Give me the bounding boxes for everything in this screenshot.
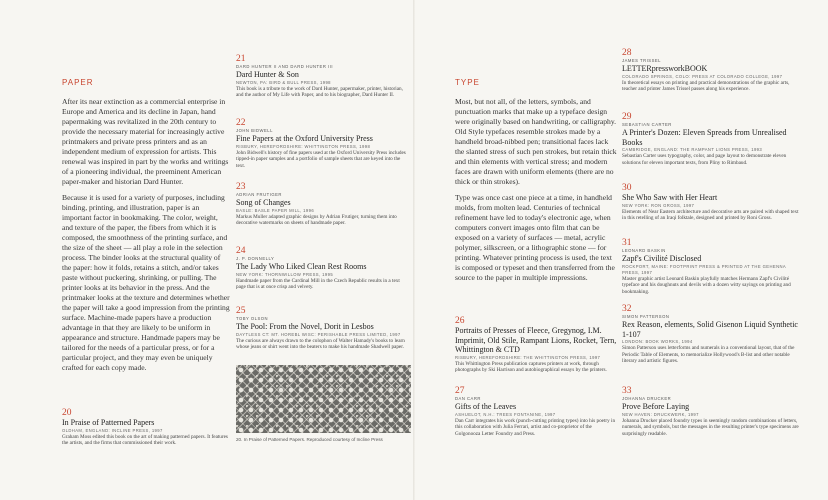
entry-description: John Bidwell's history of fine papers used at the Oxford University Press includes tipped-in paper samples and a portfolio of sample sheets that are keyed into the text. bbox=[236, 149, 406, 169]
entry-number: 33 bbox=[622, 386, 632, 396]
entry-author: DARD HUNTER II AND DARD HUNTER III bbox=[236, 64, 334, 69]
entry-number: 29 bbox=[622, 112, 632, 122]
entry-publisher: ROCKPORT, MAINE: FOOTPRINT PRESS & PRINTED AT THE GEHENNA PRESS, 1997 bbox=[622, 263, 786, 275]
paragraph: Most, but not all, of the letters, symbols, and punctuation marks that make up a typeface design were originally based on handwriting, or calligraphy. Old Style typefaces resemble strokes made by a handheld broad-nibbed pen; transitional faces lack the slanted stress of such pen strokes, but retain thick and thin elements with vertical stress; and modern faces are drawn with uniform elements (there are no thick or thin strokes). bbox=[455, 97, 617, 186]
entry-number: 32 bbox=[622, 304, 632, 314]
entry-title: Song of Changes bbox=[236, 198, 291, 207]
entry-publisher: BASLE: BASLE PAPER MILL, 1996 bbox=[236, 207, 315, 213]
entry-title: The Pool: From the Novel, Dorit in Lesbos bbox=[236, 322, 374, 331]
entry-number: 27 bbox=[455, 386, 465, 396]
entry-author: DAN CARR bbox=[455, 396, 481, 401]
entry-author: J. P. DONNELLY bbox=[236, 256, 275, 261]
image-caption: 20. In Praise of Patterned Papers. Reproduced courtesy of Incline Press bbox=[236, 437, 411, 443]
entry-description: This Whittington Press publication captures printers at work, through photographs by Ski Harrison and autobiographical essays by the printers. bbox=[455, 360, 607, 374]
entry-publisher: NEW HAVEN: DRUCKWERK, 1997 bbox=[622, 411, 699, 417]
entry-description: Handmade paper from the Cardinal Mill in the Czech Republic results in a text page that is at once crisp and velvety. bbox=[236, 277, 400, 291]
entry-number: 26 bbox=[455, 316, 465, 326]
entry-author: ADRIAN FRUTIGER bbox=[236, 192, 282, 197]
entry-description: This book is a tribute to the work of Dard Hunter, papermaker, printer, historian, and the author of My Life with Paper, and to his biographer, Dard Hunter II. bbox=[236, 85, 403, 99]
entry-title: Zapf's Civilité Disclosed bbox=[622, 254, 702, 263]
entry-publisher: RISBURY, HEREFORDSHIRE: WHITTINGTON PRESS, 1998 bbox=[236, 143, 371, 149]
section-heading-type: TYPE bbox=[455, 78, 480, 87]
catalog-entry-23 bbox=[236, 182, 408, 227]
catalog-entry-25 bbox=[236, 306, 408, 351]
entry-author: TOBY OLSON bbox=[236, 316, 269, 321]
catalog-entry-26 bbox=[455, 316, 617, 374]
entry-publisher: RISBURY, HEREFORDSHIRE: THE WHITTINGTON PRESS, 1997 bbox=[455, 354, 601, 360]
catalog-entry-20 bbox=[62, 408, 230, 447]
entry-author: JOHANNA DRUCKER bbox=[622, 396, 672, 401]
entry-number: 23 bbox=[236, 182, 246, 192]
entry-title: Dard Hunter & Son bbox=[236, 70, 299, 79]
entry-publisher: CAMBRIDGE, ENGLAND: THE RAMPANT LIONS PRESS, 1993 bbox=[622, 147, 763, 152]
entry-description: The curious are always drawn to the colophon of Walter Hamady's books to learn whose jeans or shirt went into the beaters to make his handmade Shadwell paper. bbox=[236, 337, 405, 351]
entry-author: JAMES TRISSEL bbox=[622, 58, 662, 63]
catalog-entry-27 bbox=[455, 386, 617, 437]
entry-publisher: DAYTLESS CT: MT. HOREBL WISC: PERISHABLE PRESS LIMITED, 1997 bbox=[236, 331, 401, 337]
entry-author: JOHN BIDWELL bbox=[236, 128, 273, 133]
catalog-entry-21 bbox=[236, 54, 408, 99]
entry-number: 28 bbox=[622, 48, 632, 58]
entry-title: LETTERpressworkBOOK bbox=[622, 64, 708, 73]
entry-publisher: NEWTON, PA: BIRD & BULL PRESS, 1998 bbox=[236, 79, 331, 85]
entry-number: 22 bbox=[236, 118, 246, 128]
entry-number: 20 bbox=[62, 408, 72, 418]
entry-title: The Lady Who Liked Clean Rest Rooms bbox=[236, 262, 367, 271]
entry-title: A Printer's Dozen: Eleven Spreads from Unrealised Books bbox=[622, 128, 787, 147]
entry-description: Master graphic artist Leonard Baskin playfully matches Hermann Zapf's Civilité typeface and his doughnuts and devils with a dozen witty sayings on printing and bookmaking. bbox=[622, 275, 791, 295]
paragraph: Type was once cast one piece at a time, in handheld molds, from molten lead. Centuries of technical refinement have led to today's electronic age, when computers convert images onto film that can be exposed on a variety of surfaces — metal, acrylic polymer, silkscreen, or a lithographic stone — for printing. Whatever printing process is used, the text is composed or typeset and then transferred from the source to the paper in multiple impressions. bbox=[455, 193, 615, 282]
entry-publisher: ASHUELOT, N.H.: TREES FONTANINE, 1997 bbox=[455, 411, 556, 417]
entry-number: 21 bbox=[236, 54, 246, 64]
catalog-entry-32 bbox=[622, 304, 802, 365]
entry-description: Simon Patterson uses letterforms and numerals in a conventional layout, that of the Periodic Table of Elements, to memorialize Hollywood's B-list and other notable literary and artistic figures. bbox=[622, 345, 795, 365]
entry-number: 30 bbox=[622, 183, 632, 193]
entry-number: 24 bbox=[236, 246, 246, 256]
entry-title: Fine Papers at the Oxford University Press bbox=[236, 134, 373, 143]
catalog-entry-22 bbox=[236, 118, 408, 169]
entry-author: SIMON PATTERSON bbox=[622, 314, 670, 319]
section-heading-paper: PAPER bbox=[62, 78, 94, 87]
entry-author: SEBASTIAN CARTER bbox=[622, 122, 672, 127]
entry-description: Graham Moss edited this book on the art of making patterned papers. It features the artists, and the firms that commissioned their work. bbox=[62, 433, 228, 447]
entry-title: Rex Reason, elements, Solid Gisenon Liquid Synthetic 1-107 bbox=[622, 320, 798, 339]
entry-description: In theoretical essays on printing and practical demonstrations of the graphic arts, teacher and printer James Trissel passes along his experience. bbox=[622, 79, 790, 93]
entry-title: She Who Saw with Her Heart bbox=[622, 193, 718, 202]
page-gutter bbox=[413, 0, 415, 500]
entry-publisher: NEW YORK: THORNWILLOW PRESS, 1995 bbox=[236, 271, 334, 277]
entry-author: LEONARD BASKIN bbox=[622, 248, 666, 253]
entry-description: Dan Carr integrates his work (punch-cutting printing types) into his poetry in this collaboration with Julia Ferrari, artist and co-proprietor of the Golgonooza Letter Foundry and Press. bbox=[455, 417, 616, 437]
catalog-entry-24 bbox=[236, 246, 408, 291]
paragraph: Because it is used for a variety of purposes, including binding, printing, and illustration, paper is an important factor in bookmaking. The color, weight, and texture of the paper, the fibers from which it is composed, the smoothness of the printing surface, and the size of the sheet — all play a role in the selection process. The binder looks at the structural quality of the paper: how it folds, retains a stitch, and/or takes paste without puckering, shrinking, or pulling. The printer looks at its behavior in the press. And the printmaker looks at the texture and determines whether the paper will take a good impression from the printing surface. Machine-made papers have a production advantage in that they are likely to be uniform in appearance and structure. Handmade papers may be tailored for the needs of a particular press, or for a particular project, and they may even be uniquely crafted for each copy made. bbox=[62, 193, 230, 372]
entry-publisher: LONDON: BOOK WORKS, 1994 bbox=[622, 339, 693, 344]
entry-publisher: COLORADO SPRINGS, COLO: PRESS AT COLORADO COLLEGE, 1997 bbox=[622, 73, 783, 79]
entry-publisher: NEW YORK: RON GROSS, 1997 bbox=[622, 202, 695, 208]
entry-number: 31 bbox=[622, 238, 632, 248]
catalog-entry-29 bbox=[622, 112, 802, 166]
catalog-entry-33 bbox=[622, 386, 802, 437]
catalog-entry-28 bbox=[622, 48, 802, 93]
entry-number: 25 bbox=[236, 306, 246, 316]
type-body-text bbox=[455, 97, 617, 289]
entry-description: Markus Muller adapted graphic designs by Adrian Frutiger, turning them into decorative watermarks on sheets of handmade paper. bbox=[236, 213, 397, 227]
entry-title: Gifts of the Leaves bbox=[455, 402, 517, 411]
catalog-entry-30 bbox=[622, 183, 802, 222]
paragraph: After its near extinction as a commercial enterprise in Europe and America and its decline in Japan, hand papermaking was revitalized in the 20th century to provide the necessary material for increasingly active printmakers and private press printers and as an independent medium of expression for artists. This renewal was inspired in part by the works and writings of a pioneering individual, the preeminent American paper-maker and historian Dard Hunter. bbox=[62, 97, 229, 186]
patterned-paper-image bbox=[236, 365, 411, 433]
entry-title: Prove Before Laying bbox=[622, 402, 690, 411]
entry-description: Johanna Drucker placed foundry types in seemingly random combinations of letters, numerals, and symbols, but the messages in the resulting printer's type specimens are surprisingly readable. bbox=[622, 417, 799, 437]
entry-title: In Praise of Patterned Papers bbox=[62, 418, 155, 427]
catalog-entry-31 bbox=[622, 238, 802, 295]
entry-description: Elements of Near Eastern architecture and decorative arts are paired with shaped text in this retelling of an Iraqi folktale, designed and printed by Roni Gross. bbox=[622, 208, 799, 222]
entry-description: Sebastian Carter uses typography, color, and page layout to demonstrate eleven solutions for eleven important texts, from Pliny to Rimbaud. bbox=[622, 153, 787, 166]
entry-publisher: OLDHAM, ENGLAND: INCLINE PRESS, 1997 bbox=[62, 427, 163, 433]
paper-body-text bbox=[62, 97, 230, 379]
entry-title: Portraits of Presses of Fleece, Gregynog, I.M. Imprimit, Old Stile, Rampant Lions, Rocket, Tern, Whittington & CTD bbox=[455, 326, 617, 354]
